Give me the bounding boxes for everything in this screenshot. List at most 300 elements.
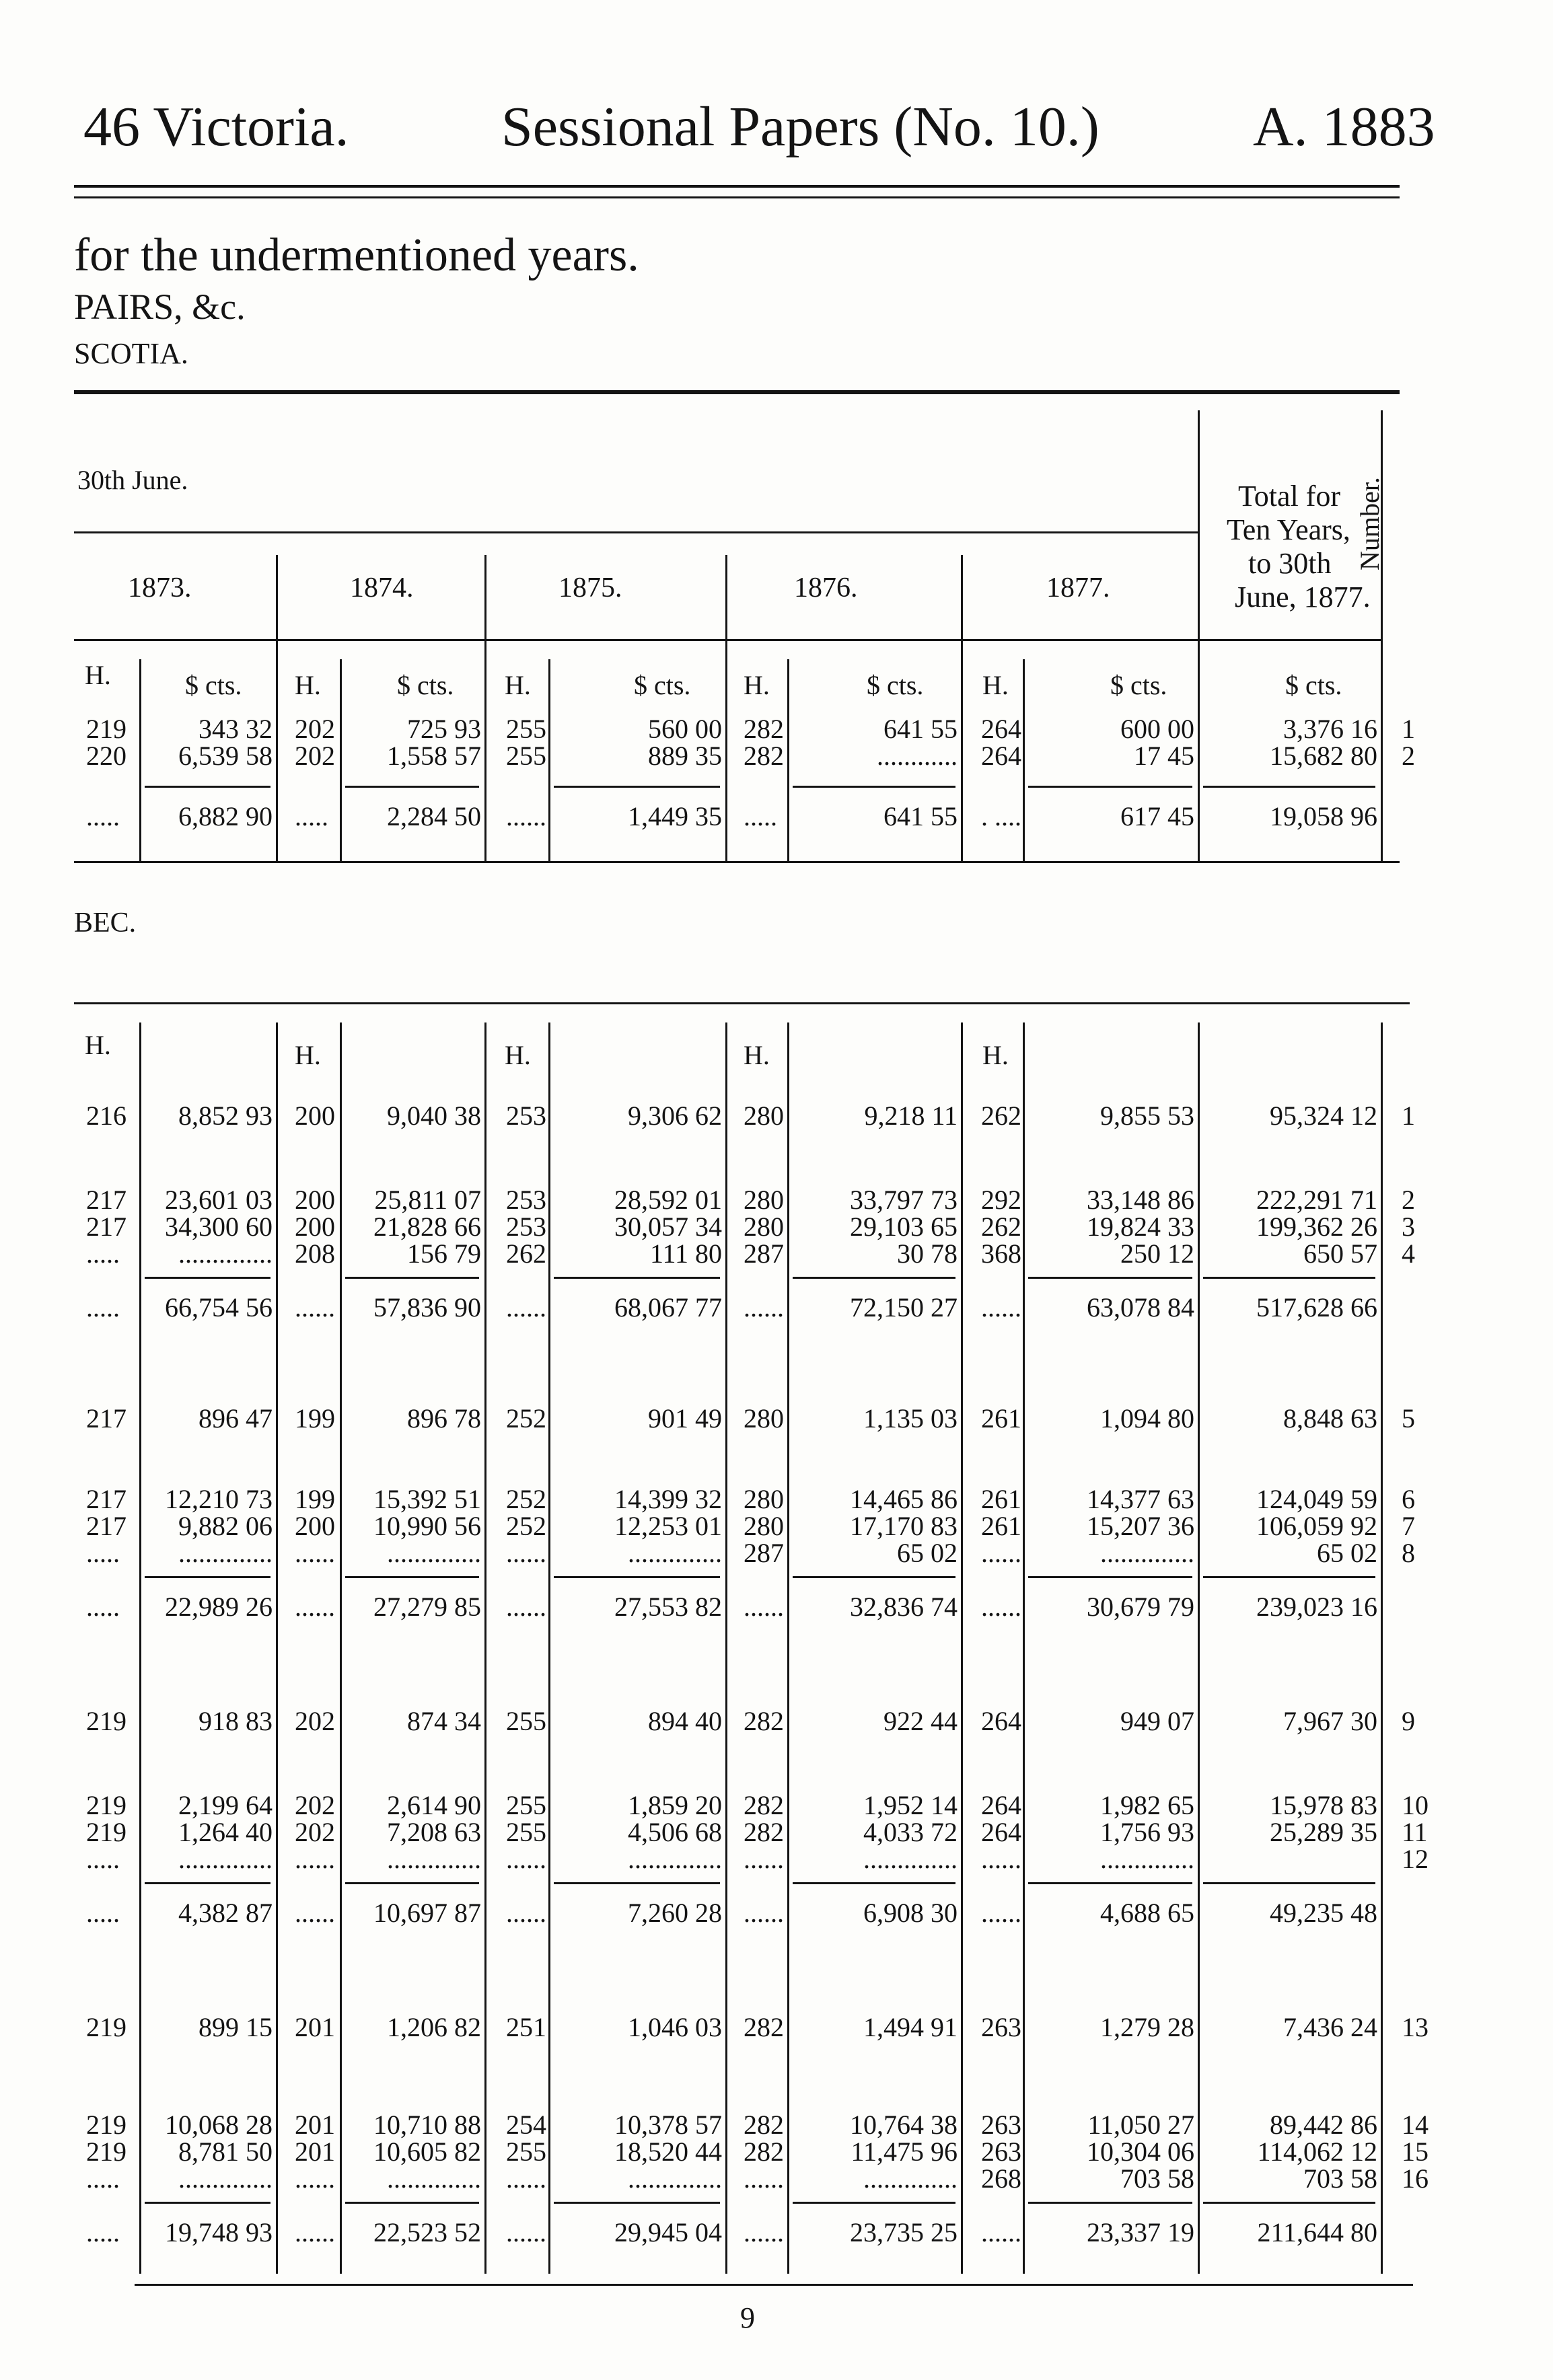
cell-tot: 199,362 26 (1256, 1212, 1377, 1242)
h-col-rule-2 (340, 659, 342, 861)
cell-num: 9 (1402, 1706, 1415, 1736)
cell-c5: 600 00 (1120, 714, 1194, 744)
cell-c1: 9,882 06 (178, 1511, 273, 1541)
cell-h4: ...... (744, 2217, 784, 2247)
cell-tot: 65 02 (1317, 1538, 1377, 1568)
cell-h4: 282 (744, 2012, 784, 2042)
cell-c3: 4,506 68 (628, 1817, 722, 1847)
cell-c5: 30,679 79 (1087, 1592, 1194, 1622)
cell-h3: 255 (506, 2136, 546, 2167)
cell-c2: 10,605 82 (373, 2136, 481, 2167)
cell-h3: ...... (506, 1292, 546, 1323)
cell-c3: .............. (628, 2163, 722, 2194)
cell-h2: 202 (295, 714, 335, 744)
cell-c1: 34,300 60 (165, 1212, 273, 1242)
cell-c5: 19,824 33 (1087, 1212, 1194, 1242)
cell-c5: 11,050 27 (1087, 2110, 1194, 2140)
cell-h4: 287 (744, 1538, 784, 1568)
total-heading-1: Total for (1238, 480, 1341, 513)
cell-c5: 63,078 84 (1087, 1292, 1194, 1323)
cell-c2: .............. (387, 1844, 481, 1874)
cell-h2: 200 (295, 1101, 335, 1131)
cell-c3: 12,253 01 (614, 1511, 722, 1541)
cell-c5: 617 45 (1120, 801, 1194, 831)
cell-tot: 239,023 16 (1256, 1592, 1377, 1622)
cell-c3: 68,067 77 (614, 1292, 722, 1323)
cell-c2: 725 93 (407, 714, 481, 744)
subtotal-rule (793, 1576, 955, 1578)
cell-c4: .............. (863, 2163, 958, 2194)
cell-c4: 23,735 25 (850, 2217, 958, 2247)
cell-num: 4 (1402, 1238, 1415, 1269)
subtotal-rule (145, 1277, 270, 1279)
section2-h-label-left: H. (85, 1030, 111, 1060)
subtotal-rule (1028, 1277, 1192, 1279)
cell-h5: 261 (981, 1484, 1021, 1514)
subtotal-rule (793, 1277, 955, 1279)
cell-c3: 29,945 04 (614, 2217, 722, 2247)
cell-c2: 25,811 07 (374, 1185, 481, 1215)
cell-left: 217 (86, 1403, 127, 1434)
cell-h2: ...... (295, 1538, 335, 1568)
cell-c1: .............. (178, 2163, 273, 2194)
cell-c2: 7,208 63 (387, 1817, 481, 1847)
subtotal-rule (554, 786, 720, 788)
cell-c5: 949 07 (1120, 1706, 1194, 1736)
cell-h5: 263 (981, 2012, 1021, 2042)
cell-c1: 66,754 56 (165, 1292, 273, 1323)
cell-h2: 202 (295, 1790, 335, 1820)
subtotal-rule (1203, 1882, 1375, 1884)
intro-line-2: PAIRS, &c. (74, 287, 246, 327)
year-1875: 1875. (558, 572, 622, 603)
cell-c2: 21,828 66 (373, 1212, 481, 1242)
cell-h3: ...... (506, 1538, 546, 1568)
cell-num: 2 (1402, 1185, 1415, 1215)
cell-c4: 641 55 (883, 801, 958, 831)
page-number: 9 (740, 2301, 755, 2334)
cts-label-3: $ cts. (634, 670, 691, 700)
cell-c4: 30 78 (897, 1238, 958, 1269)
cell-h4: ..... (744, 801, 777, 831)
cell-h4: 280 (744, 1403, 784, 1434)
cell-h5: 268 (981, 2163, 1021, 2194)
cell-c5: 250 12 (1120, 1238, 1194, 1269)
cell-c1: 8,781 50 (178, 2136, 273, 2167)
cell-c2: 10,990 56 (373, 1511, 481, 1541)
cell-num: 15 (1402, 2136, 1429, 2167)
cell-num: 13 (1402, 2012, 1429, 2042)
cell-num: 7 (1402, 1511, 1415, 1541)
cell-c3: 111 80 (649, 1238, 722, 1269)
cell-c5: 1,279 28 (1100, 2012, 1194, 2042)
cell-tot: 114,062 12 (1257, 2136, 1377, 2167)
cell-h5: 263 (981, 2136, 1021, 2167)
cell-h4: ...... (744, 1898, 784, 1928)
cell-tot: 49,235 48 (1270, 1898, 1377, 1928)
cell-num: 14 (1402, 2110, 1429, 2140)
cell-tot: 7,967 30 (1283, 1706, 1377, 1736)
s2-rule-11 (1381, 1022, 1383, 2274)
cell-h3: 253 (506, 1185, 546, 1215)
cell-tot: 25,289 35 (1270, 1817, 1377, 1847)
cell-c5: 17 45 (1134, 741, 1194, 771)
cell-h5: 261 (981, 1403, 1021, 1434)
cell-c1: 6,539 58 (178, 741, 273, 771)
h-col-rule-5 (1023, 659, 1025, 861)
cell-h3: ...... (506, 2163, 546, 2194)
cell-h3: ...... (506, 1898, 546, 1928)
cell-h4: 282 (744, 2136, 784, 2167)
cell-h3: ...... (506, 2217, 546, 2247)
h-label-4: H. (744, 670, 770, 700)
cell-c5: 15,207 36 (1087, 1511, 1194, 1541)
year-divider-4 (961, 555, 963, 861)
cell-c3: 14,399 32 (614, 1484, 722, 1514)
cell-c2: 874 34 (407, 1706, 481, 1736)
cell-c3: 10,378 57 (614, 2110, 722, 2140)
cell-c5: 1,756 93 (1100, 1817, 1194, 1847)
cell-c5: 9,855 53 (1100, 1101, 1194, 1131)
h-label-2: H. (295, 670, 321, 700)
cell-c5: 33,148 86 (1087, 1185, 1194, 1215)
cell-h4: 282 (744, 1817, 784, 1847)
cell-h3: 255 (506, 1790, 546, 1820)
cell-tot: 703 58 (1303, 2163, 1377, 2194)
section-top-rule (74, 390, 1400, 394)
cell-h4: ...... (744, 1592, 784, 1622)
cell-c2: 1,206 82 (387, 2012, 481, 2042)
cell-h4: 282 (744, 714, 784, 744)
cell-tot: 95,324 12 (1270, 1101, 1377, 1131)
cell-c1: 19,748 93 (165, 2217, 273, 2247)
cell-h2: 200 (295, 1212, 335, 1242)
cts-label-1: $ cts. (185, 670, 242, 700)
cell-num: 8 (1402, 1538, 1415, 1568)
subtotal-rule (793, 786, 955, 788)
cell-num: 11 (1402, 1817, 1428, 1847)
cell-c4: 29,103 65 (850, 1212, 958, 1242)
year-divider-1 (276, 555, 278, 861)
section2-h-label-3: H. (505, 1040, 531, 1070)
cell-tot: 222,291 71 (1256, 1185, 1377, 1215)
cell-tot: 89,442 86 (1270, 2110, 1377, 2140)
cell-c5: .............. (1100, 1844, 1194, 1874)
subtotal-rule (145, 786, 270, 788)
cell-h3: 255 (506, 714, 546, 744)
cell-c3: 28,592 01 (614, 1185, 722, 1215)
cell-h3: 255 (506, 741, 546, 771)
cell-h2: 202 (295, 1817, 335, 1847)
cell-h2: 200 (295, 1185, 335, 1215)
section2-bottom-rule (135, 2284, 1413, 2286)
cell-c4: 33,797 73 (850, 1185, 958, 1215)
year-1873: 1873. (128, 572, 192, 603)
cell-h4: 280 (744, 1185, 784, 1215)
cell-num: 2 (1402, 741, 1415, 771)
cell-left: 219 (86, 1706, 127, 1736)
cell-tot: 124,049 59 (1256, 1484, 1377, 1514)
cell-left: ..... (86, 1844, 120, 1874)
cell-tot: 517,628 66 (1256, 1292, 1377, 1323)
cell-left: 219 (86, 1790, 127, 1820)
cell-h4: ...... (744, 1292, 784, 1323)
cell-c5: 703 58 (1120, 2163, 1194, 2194)
cell-c4: 32,836 74 (850, 1592, 958, 1622)
cell-c2: 22,523 52 (373, 2217, 481, 2247)
cell-c4: 11,475 96 (851, 2136, 958, 2167)
cell-h3: ...... (506, 1592, 546, 1622)
cell-h3: 254 (506, 2110, 546, 2140)
cell-c4: 1,135 03 (863, 1403, 958, 1434)
section2-h-label-2: H. (295, 1040, 321, 1070)
subtotal-rule (1028, 2202, 1192, 2204)
h-col-rule-3 (548, 659, 550, 861)
cell-h2: ...... (295, 1844, 335, 1874)
cell-num: 12 (1402, 1844, 1429, 1874)
subtotal-rule (1203, 1576, 1375, 1578)
header-rule-1 (74, 185, 1400, 188)
cell-h2: 202 (295, 1706, 335, 1736)
cell-num: 16 (1402, 2163, 1429, 2194)
cell-h2: 199 (295, 1484, 335, 1514)
cell-c1: 8,852 93 (178, 1101, 273, 1131)
cell-num: 10 (1402, 1790, 1429, 1820)
cell-num: 5 (1402, 1403, 1415, 1434)
year-divider-2 (484, 555, 486, 861)
cell-c4: 10,764 38 (850, 2110, 958, 2140)
cell-left: ..... (86, 1538, 120, 1568)
cell-c3: 30,057 34 (614, 1212, 722, 1242)
cell-h5: ...... (981, 1538, 1021, 1568)
cell-c2: 1,558 57 (387, 741, 481, 771)
intro-line-1: for the undermentioned years. (74, 229, 639, 281)
cell-c4: 1,494 91 (863, 2012, 958, 2042)
cell-c1: 22,989 26 (165, 1592, 273, 1622)
cell-c3: 9,306 62 (628, 1101, 722, 1131)
cell-left: 219 (86, 2110, 127, 2140)
subtotal-rule (145, 1576, 270, 1578)
total-heading-4: June, 1877. (1235, 581, 1371, 613)
cell-h4: ...... (744, 2163, 784, 2194)
subtotal-rule (345, 786, 479, 788)
cell-c3: 889 35 (648, 741, 722, 771)
h-label-3: H. (505, 670, 531, 700)
cell-h3: 253 (506, 1212, 546, 1242)
cell-c4: ............ (877, 741, 958, 771)
s2-rule-5 (548, 1022, 550, 2274)
cell-h2: ...... (295, 1592, 335, 1622)
subtotal-rule (345, 1277, 479, 1279)
s2-rule-10 (1198, 1022, 1200, 2274)
cell-c1: 2,199 64 (178, 1790, 273, 1820)
subtotal-rule (145, 2202, 270, 2204)
subtotal-rule (345, 1576, 479, 1578)
h-col-rule-1 (139, 659, 141, 861)
cell-h5: ...... (981, 1292, 1021, 1323)
number-heading: Number. (1355, 477, 1385, 570)
cell-c1: 10,068 28 (165, 2110, 273, 2140)
subtotal-rule (345, 2202, 479, 2204)
section2-h-label-4: H. (744, 1040, 770, 1070)
total-col-left-rule (1198, 410, 1200, 861)
cell-c3: 7,260 28 (628, 1898, 722, 1928)
cell-h4: 287 (744, 1238, 784, 1269)
cell-num: 6 (1402, 1484, 1415, 1514)
s2-rule-7 (787, 1022, 789, 2274)
cell-h5: 262 (981, 1101, 1021, 1131)
section2-h-label-5: H. (982, 1040, 1009, 1070)
cell-h2: 201 (295, 2012, 335, 2042)
subtotal-rule (793, 2202, 955, 2204)
cell-c4: 641 55 (883, 714, 958, 744)
cell-c5: .............. (1100, 1538, 1194, 1568)
cell-num: 3 (1402, 1212, 1415, 1242)
cell-left: 216 (86, 1101, 127, 1131)
cell-c1: 23,601 03 (165, 1185, 273, 1215)
unit-top-rule (74, 639, 1381, 641)
s2-rule-9 (1023, 1022, 1025, 2274)
cell-left: 217 (86, 1484, 127, 1514)
cell-h5: 264 (981, 741, 1021, 771)
cell-h4: 282 (744, 1706, 784, 1736)
cell-h2: 208 (295, 1238, 335, 1269)
cell-left: ..... (86, 801, 120, 831)
cell-c5: 23,337 19 (1087, 2217, 1194, 2247)
total-heading-2: Ten Years, (1227, 513, 1350, 546)
cell-h4: 280 (744, 1212, 784, 1242)
cell-c3: 18,520 44 (614, 2136, 722, 2167)
cell-h5: ...... (981, 1844, 1021, 1874)
cell-c2: .............. (387, 2163, 481, 2194)
cell-h3: ...... (506, 1844, 546, 1874)
cell-h3: 251 (506, 2012, 546, 2042)
cell-h3: 255 (506, 1706, 546, 1736)
subtotal-rule (1028, 1576, 1192, 1578)
cell-c1: 6,882 90 (178, 801, 273, 831)
cell-c3: 1,046 03 (628, 2012, 722, 2042)
cell-c1: 918 83 (198, 1706, 273, 1736)
cell-h2: 200 (295, 1511, 335, 1541)
header-right: A. 1883 (1253, 96, 1435, 158)
cell-c2: 10,697 87 (373, 1898, 481, 1928)
cell-c4: 4,033 72 (863, 1817, 958, 1847)
cell-c5: 10,304 06 (1087, 2136, 1194, 2167)
cell-c5: 4,688 65 (1100, 1898, 1194, 1928)
cell-h4: 282 (744, 1790, 784, 1820)
cell-h5: 261 (981, 1511, 1021, 1541)
subtotal-rule (554, 1882, 720, 1884)
cell-tot: 3,376 16 (1283, 714, 1377, 744)
cell-c2: 2,284 50 (387, 801, 481, 831)
cell-c3: 27,553 82 (614, 1592, 722, 1622)
cell-h2: 201 (295, 2136, 335, 2167)
cell-c1: 343 32 (198, 714, 273, 744)
subtotal-rule (345, 1882, 479, 1884)
year-1877: 1877. (1046, 572, 1110, 603)
cell-c1: 1,264 40 (178, 1817, 273, 1847)
s2-rule-8 (961, 1022, 963, 2274)
cell-h5: . .... (981, 801, 1021, 831)
cell-h2: 201 (295, 2110, 335, 2140)
year-1874: 1874. (350, 572, 414, 603)
cts-label-5: $ cts. (1110, 670, 1167, 700)
cell-c4: 9,218 11 (864, 1101, 958, 1131)
cell-tot: 15,978 83 (1270, 1790, 1377, 1820)
subtotal-rule (1028, 786, 1192, 788)
section2-top-rule (74, 1002, 1410, 1004)
cell-left: ..... (86, 1898, 120, 1928)
cts-label-2: $ cts. (397, 670, 454, 700)
cell-h3: 255 (506, 1817, 546, 1847)
cell-h5: 264 (981, 1790, 1021, 1820)
h-col-rule-4 (787, 659, 789, 861)
cell-h5: 368 (981, 1238, 1021, 1269)
cell-h5: 264 (981, 1706, 1021, 1736)
year-1876: 1876. (794, 572, 858, 603)
cell-c1: .............. (178, 1538, 273, 1568)
cell-c2: 896 78 (407, 1403, 481, 1434)
cell-tot: 106,059 92 (1256, 1511, 1377, 1541)
s2-rule-6 (725, 1022, 727, 2274)
header-rule-2 (74, 196, 1400, 198)
cell-h5: 263 (981, 2110, 1021, 2140)
cell-h2: ...... (295, 2163, 335, 2194)
cell-c3: .............. (628, 1844, 722, 1874)
s2-rule-4 (484, 1022, 486, 2274)
subtotal-rule (1203, 786, 1375, 788)
cell-c1: 4,382 87 (178, 1898, 273, 1928)
cell-tot: 211,644 80 (1257, 2217, 1377, 2247)
cell-c4: 6,908 30 (863, 1898, 958, 1928)
cell-c4: 72,150 27 (850, 1292, 958, 1323)
cell-left: 219 (86, 1817, 127, 1847)
years-top-rule (74, 531, 1198, 533)
cell-tot: 19,058 96 (1270, 801, 1377, 831)
cell-c4: 65 02 (897, 1538, 958, 1568)
header-left: 46 Victoria. (83, 96, 349, 158)
cell-tot: 15,682 80 (1270, 741, 1377, 771)
cell-c3: 1,859 20 (628, 1790, 722, 1820)
header-center: Sessional Papers (No. 10.) (501, 96, 1099, 158)
subtotal-rule (793, 1882, 955, 1884)
cell-c3: 901 49 (648, 1403, 722, 1434)
cell-h5: ...... (981, 1592, 1021, 1622)
subtotal-rule (1203, 1277, 1375, 1279)
cell-c4: 17,170 83 (850, 1511, 958, 1541)
intro-line-3: SCOTIA. (74, 337, 188, 370)
cell-c4: .............. (863, 1844, 958, 1874)
june-heading: 30th June. (77, 465, 188, 495)
cell-h5: 264 (981, 714, 1021, 744)
s2-rule-1 (139, 1022, 141, 2274)
cell-h3: 253 (506, 1101, 546, 1131)
cell-h2: ...... (295, 1898, 335, 1928)
cell-h2: ...... (295, 1292, 335, 1323)
cell-left: 217 (86, 1185, 127, 1215)
h-label-left: H. (85, 660, 111, 690)
section1-bottom-rule (74, 861, 1400, 863)
cell-h4: 282 (744, 741, 784, 771)
cell-h3: 252 (506, 1484, 546, 1514)
cell-c2: 10,710 88 (373, 2110, 481, 2140)
cell-h4: ...... (744, 1844, 784, 1874)
cts-label-4: $ cts. (867, 670, 924, 700)
cell-c1: 12,210 73 (165, 1484, 273, 1514)
subtotal-rule (554, 1277, 720, 1279)
cell-c1: 899 15 (198, 2012, 273, 2042)
cell-left: ..... (86, 1238, 120, 1269)
